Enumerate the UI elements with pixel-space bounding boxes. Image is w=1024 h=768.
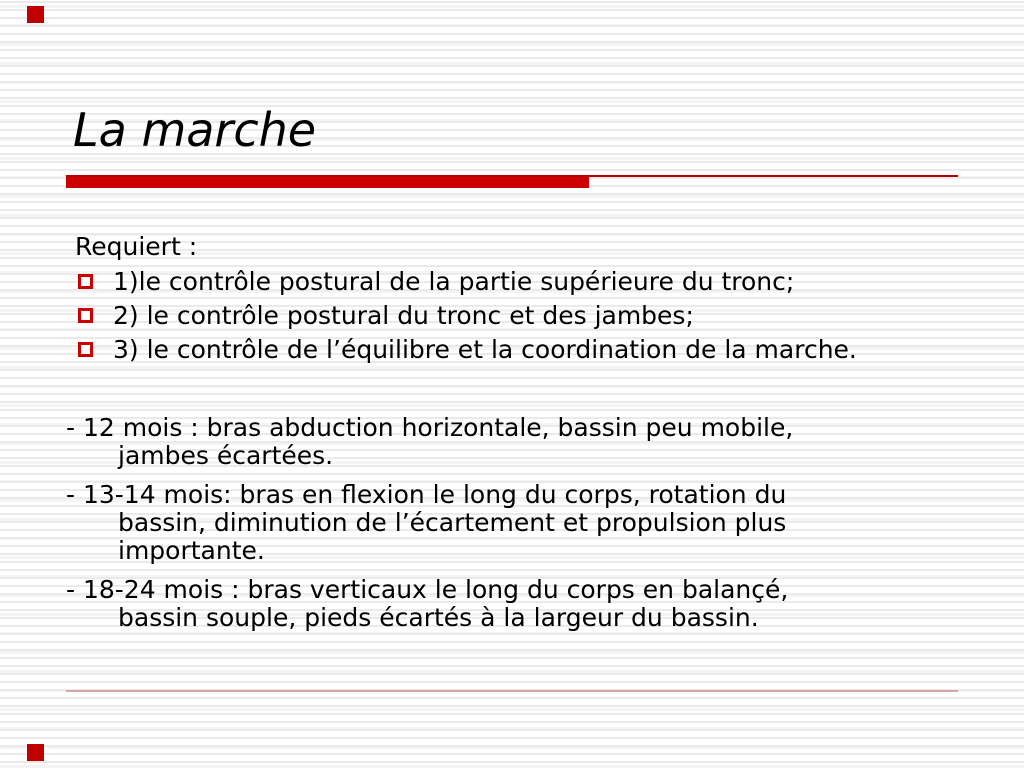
slide-title: La marche bbox=[73, 103, 317, 157]
paragraph-line: importante. bbox=[118, 536, 265, 565]
paragraph-line: bassin, diminution de l’écartement et propulsion plus bbox=[118, 508, 787, 537]
bullet-item bbox=[66, 335, 972, 364]
paragraph bbox=[66, 414, 972, 470]
paragraph-line: - 13-14 mois: bras en flexion le long du corps, rotation du bbox=[66, 480, 787, 509]
paragraph-line: bassin souple, pieds écartés à la largeur du bassin. bbox=[118, 603, 759, 632]
intro-text: Requiert : bbox=[75, 232, 198, 261]
paragraph bbox=[66, 576, 972, 632]
bullet-item bbox=[66, 267, 972, 296]
corner-accent-top-left-icon bbox=[27, 6, 44, 23]
square-bullet-icon bbox=[78, 308, 93, 323]
paragraph-line: - 18-24 mois : bras verticaux le long du corps en balançé, bbox=[66, 575, 789, 604]
paragraph-line: jambes écartées. bbox=[118, 441, 334, 470]
square-bullet-icon bbox=[78, 342, 93, 357]
footer-rule-line bbox=[66, 690, 958, 692]
paragraph bbox=[66, 481, 972, 565]
bullet-text: 1)le contrôle postural de la partie supérieure du tronc; bbox=[113, 267, 795, 296]
paragraph-line: - 12 mois : bras abduction horizontale, bassin peu mobile, bbox=[66, 413, 794, 442]
bullet-item bbox=[66, 301, 972, 330]
blank-line-spacer bbox=[66, 369, 972, 414]
slide-body bbox=[66, 232, 972, 643]
title-underline-bar bbox=[66, 177, 589, 188]
bullet-text: 2) le contrôle postural du tronc et des jambes; bbox=[113, 301, 694, 330]
corner-accent-bottom-left-icon bbox=[27, 744, 44, 761]
square-bullet-icon bbox=[78, 274, 93, 289]
bullet-text: 3) le contrôle de l’équilibre et la coordination de la marche. bbox=[113, 335, 857, 364]
